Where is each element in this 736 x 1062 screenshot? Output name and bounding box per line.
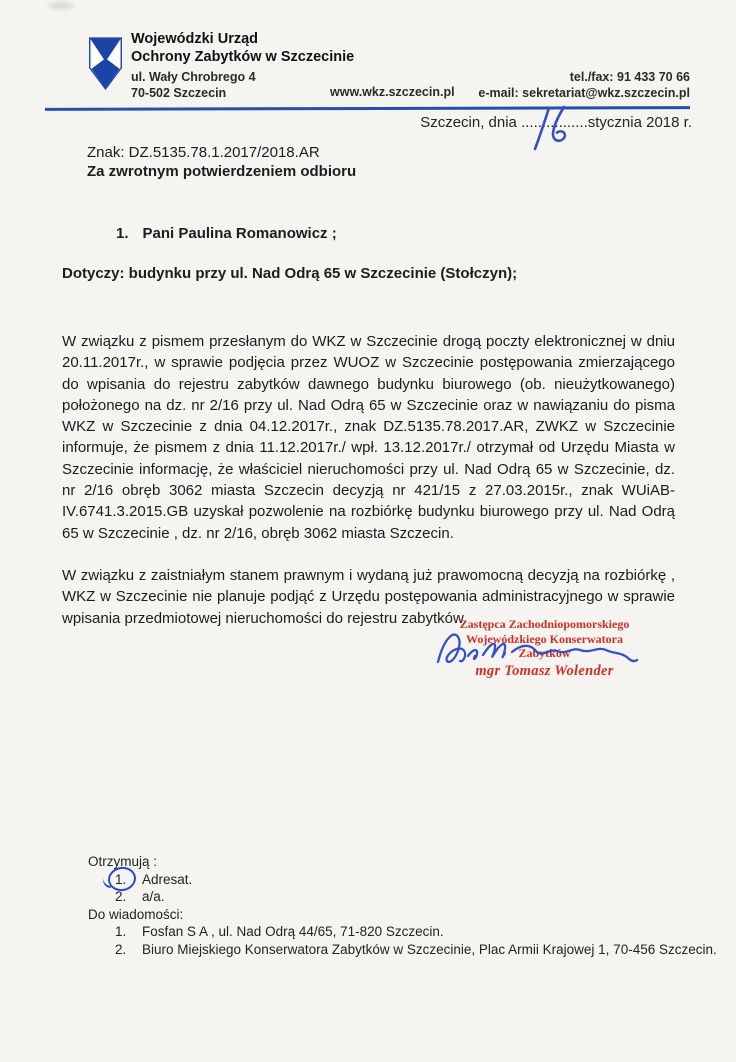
- reference-block: [87, 143, 356, 181]
- otrzymuja-item-2-number: 2.: [115, 889, 127, 904]
- otrzymuja-item-2: [115, 888, 717, 906]
- otrzymuja-label: Otrzymują :: [88, 854, 158, 869]
- org-email: e-mail: sekretariat@wkz.szczecin.pl: [478, 85, 690, 100]
- org-name-line2: Ochrony Zabytków w Szczecinie: [131, 48, 355, 65]
- wkz-shield-logo: [88, 36, 123, 91]
- do-wiadomosci-item-1: [115, 923, 717, 941]
- addressee-line: [116, 225, 337, 242]
- date-line: [420, 114, 692, 131]
- date-suffix: stycznia 2018 r.: [587, 114, 692, 131]
- body-paragraph-1: W związku z pismem przesłanym do WKZ w Szczecinie drogą poczty elektronicznej w dniu 20.11.2017r., w sprawie podjęcia przez WUOZ w Szczecinie postępowania zmierzającego do wpisania do rejestru zabytków dawnego budynku biurowego (ob. nieużytkowanego) położonego na dz. nr 2/16 przy ul. Nad Odrą 65 w Szczecinie oraz w nawiązaniu do pisma WKZ w Szczecinie z dnia 04.12.2017r., znak DZ.5135.78.2017.AR, ZWKZ w Szczecinie informuje, że pismem z dnia 11.12.2017r./ wpł. 13.12.2017r./ otrzymał od Urzędu Miasta w Szczecinie informację, że właściciel nieruchomości przy ul. Nad Odrą 65 w Szczecinie, dz. nr 2/16 obręb 3062 miasta Szczecin decyzją nr 421/15 z 27.03.2015r., znak WUiAB-IV.6741.3.2015.GB uzyskał pozwolenie na rozbiórkę budynku biurowego przy ul. Nad Odrą 65 w Szczecinie , dz. nr 2/16, obręb 3062 miasta Szczecin.: [62, 333, 675, 542]
- do-wiadomosci-item-1-text: Fosfan S A , ul. Nad Odrą 44/65, 71-820 Szczecin.: [142, 924, 444, 939]
- official-stamp: [437, 617, 652, 678]
- addressee-number: 1.: [116, 225, 129, 242]
- distribution-block: [88, 853, 717, 958]
- scan-artifact: [48, 2, 74, 9]
- case-number: Znak: DZ.5135.78.1.2017/2018.AR: [87, 144, 320, 161]
- delivery-note: Za zwrotnym potwierdzeniem odbioru: [87, 163, 357, 180]
- org-name-line1: Wojewódzki Urząd: [131, 31, 259, 47]
- otrzymuja-item-1-text: Adresat.: [142, 871, 193, 887]
- letter-body: [62, 331, 675, 650]
- do-wiadomosci-label: Do wiadomości:: [88, 906, 184, 922]
- org-telfax: tel./fax: 91 433 70 66: [569, 70, 690, 84]
- org-city: 70-502 Szczecin: [131, 85, 227, 100]
- org-name: [131, 31, 354, 66]
- do-wiadomosci-item-1-number: 1.: [115, 924, 127, 939]
- stamp-signatory-name: mgr Tomasz Wolender: [475, 662, 614, 679]
- do-wiadomosci-item-2-text: Biuro Miejskiego Konserwatora Zabytków w Szczecinie, Plac Armii Krajowej 1, 70-456 Szczecin.: [142, 941, 717, 957]
- otrzymuja-item-2-text: a/a.: [142, 889, 165, 904]
- date-dots: ................: [521, 114, 588, 131]
- stamp-line3: Zabytków: [518, 646, 571, 660]
- addressee-name: Pani Paulina Romanowicz ;: [142, 225, 337, 242]
- stamp-line1: Zastępca Zachodniopomorskiego: [459, 617, 630, 631]
- do-wiadomosci-item-2: [115, 941, 717, 959]
- subject-line: Dotyczy: budynku przy ul. Nad Odrą 65 w Szczecinie (Stołczyn);: [62, 265, 518, 282]
- date-prefix: Szczecin, dnia: [420, 114, 522, 131]
- otrzymuja-item-1-number: 1.: [115, 871, 129, 889]
- do-wiadomosci-item-2-number: 2.: [115, 941, 127, 957]
- org-address: [131, 70, 256, 101]
- otrzymuja-item-1: [115, 871, 717, 889]
- org-street: ul. Wały Chrobrego 4: [131, 70, 256, 84]
- stamp-line2: Wojewódzkiego Konserwatora: [466, 631, 623, 646]
- body-paragraph-2: W związku z zaistniałym stanem prawnym i wydaną już prawomocną decyzją na rozbiórkę , WKZ w Szczecinie nie planuje podjąć z Urzędu postępowania administracyjnego w sprawie wpisania przedmiotowej nieruchomości do rejestru zabytków.: [62, 566, 675, 627]
- header-divider: [45, 106, 690, 111]
- org-contact: [478, 70, 690, 101]
- org-website: www.wkz.szczecin.pl: [330, 85, 455, 99]
